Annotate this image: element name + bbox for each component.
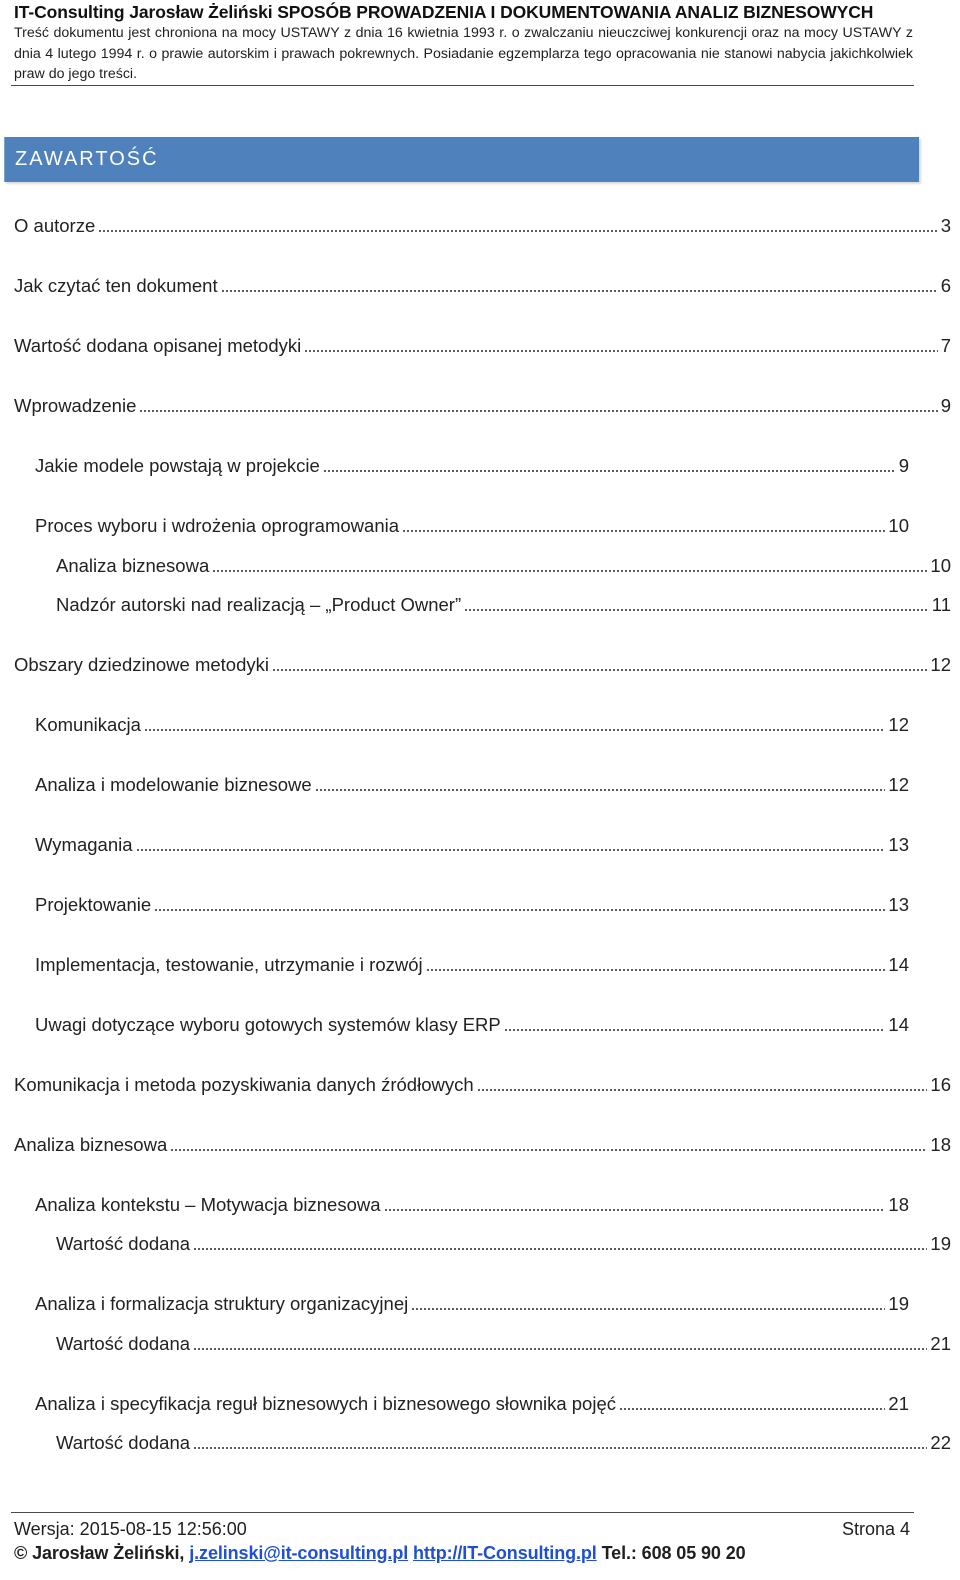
- copyright-author: © Jarosław Żeliński,: [14, 1543, 185, 1563]
- toc-entry-title: Analiza kontekstu – Motywacja biznesowa: [35, 1194, 381, 1215]
- toc-entry-page: 9: [940, 395, 951, 416]
- toc-entry[interactable]: [35, 1392, 909, 1416]
- toc-entry[interactable]: [56, 593, 951, 617]
- toc-heading: ZAWARTOŚĆ: [15, 148, 159, 170]
- toc-entry-page: 19: [930, 1233, 951, 1254]
- toc-entry-page: 10: [930, 555, 951, 576]
- toc-entry-page: 22: [930, 1432, 951, 1453]
- version-label: Wersja: 2015-08-15 12:56:00: [14, 1519, 247, 1539]
- toc-entry[interactable]: [35, 713, 909, 737]
- dot-leader: [272, 669, 927, 671]
- toc-entry-title: Analiza i formalizacja struktury organizacyjnej: [35, 1293, 409, 1314]
- toc-entry-title: Implementacja, testowanie, utrzymanie i rozwój: [35, 954, 423, 975]
- toc-entry-page: 16: [930, 1074, 951, 1095]
- toc-entry-page: 14: [888, 1014, 909, 1035]
- toc-entry-page: 12: [888, 714, 909, 735]
- dot-leader: [144, 729, 886, 731]
- toc-entry[interactable]: [35, 833, 909, 857]
- footer-contact: [14, 1542, 746, 1564]
- toc-entry-title: Komunikacja i metoda pozyskiwania danych źródłowych: [14, 1074, 474, 1095]
- toc-entry[interactable]: [35, 1292, 909, 1316]
- dot-leader: [411, 1308, 885, 1310]
- dot-leader: [464, 609, 929, 611]
- toc-entry-page: 13: [888, 834, 909, 855]
- dot-leader: [170, 1149, 927, 1151]
- toc-entry-title: Wprowadzenie: [14, 395, 137, 416]
- document-header: [14, 0, 913, 85]
- toc-entry-title: Jak czytać ten dokument: [14, 275, 218, 296]
- toc-entry-page: 21: [930, 1333, 951, 1354]
- dot-leader: [323, 470, 896, 472]
- toc-entry-page: 18: [930, 1134, 951, 1155]
- toc-entry-page: 13: [888, 894, 909, 915]
- dot-leader: [221, 290, 938, 292]
- dot-leader: [477, 1089, 928, 1091]
- toc-entry[interactable]: [35, 1013, 909, 1037]
- toc-entry[interactable]: [35, 953, 909, 977]
- toc-entry[interactable]: [35, 1193, 909, 1217]
- toc-entry-title: Uwagi dotyczące wyboru gotowych systemów klasy ERP: [35, 1014, 501, 1035]
- header-title: IT-Consulting Jarosław Żeliński SPOSÓB PROWADZENIA I DOKUMENTOWANIA ANALIZ BIZNESOWYCH: [14, 2, 874, 22]
- toc-entry[interactable]: [35, 454, 909, 478]
- dot-leader: [426, 969, 886, 971]
- toc-entry-title: Wymagania: [35, 834, 133, 855]
- toc-entry-title: Analiza i modelowanie biznesowe: [35, 774, 312, 795]
- page-number: Strona 4: [841, 1519, 910, 1539]
- toc-entry[interactable]: [35, 514, 909, 538]
- toc-entry[interactable]: [14, 394, 951, 418]
- dot-leader: [212, 570, 927, 572]
- toc-entry-title: O autorze: [14, 215, 96, 236]
- dot-leader: [619, 1408, 885, 1410]
- toc-entry-title: Analiza i specyfikacja reguł biznesowych i biznesowego słownika pojęć: [35, 1393, 616, 1414]
- dot-leader: [402, 530, 885, 532]
- toc-entry[interactable]: [35, 893, 909, 917]
- toc-entry[interactable]: [14, 334, 951, 358]
- toc-entry-title: Wartość dodana: [56, 1333, 191, 1354]
- dot-leader: [315, 789, 886, 791]
- toc-entry[interactable]: [56, 1232, 951, 1256]
- toc-entry-page: 12: [930, 654, 951, 675]
- email-link[interactable]: j.zelinski@it-consulting.pl: [189, 1543, 409, 1563]
- header-divider: [11, 85, 914, 86]
- dot-leader: [136, 849, 886, 851]
- toc-entry-title: Jakie modele powstają w projekcie: [35, 455, 320, 476]
- website-link[interactable]: http://IT-Consulting.pl: [413, 1543, 597, 1563]
- dot-leader: [154, 909, 885, 911]
- toc-entry-page: 7: [940, 335, 951, 356]
- phone-number: Tel.: 608 05 90 20: [601, 1543, 746, 1563]
- toc-entry-page: 11: [931, 594, 951, 615]
- dot-leader: [304, 350, 937, 352]
- toc-entry[interactable]: [14, 274, 951, 298]
- toc-entry[interactable]: [14, 1133, 951, 1157]
- toc-heading-banner: [4, 137, 919, 182]
- toc-entry[interactable]: [56, 1431, 951, 1455]
- toc-entry[interactable]: [14, 653, 951, 677]
- toc-entry-page: 6: [940, 275, 951, 296]
- toc-entry-title: Proces wyboru i wdrożenia oprogramowania: [35, 515, 400, 536]
- copyright-notice: Treść dokumentu jest chroniona na mocy USTAWY z dnia 16 kwietnia 1993 r. o zwalczaniu nieuczciwej konkurencji oraz na mocy USTAWY z dnia 4 lutego 1994 r. o prawie autorskim i prawach pokrewnych. Posiadanie egzemplarza tego opracowania nie stanowi nabycia jakichkolwiek praw do jego treści.: [14, 25, 913, 82]
- toc-entry-title: Projektowanie: [35, 894, 152, 915]
- toc-entry-page: 19: [888, 1293, 909, 1314]
- dot-leader: [193, 1447, 927, 1449]
- dot-leader: [504, 1029, 886, 1031]
- toc-entry-title: Nadzór autorski nad realizacją – „Product Owner”: [56, 594, 462, 615]
- toc-entry[interactable]: [14, 1073, 951, 1097]
- toc-entry-title: Komunikacja: [35, 714, 141, 735]
- toc-entry-title: Wartość dodana: [56, 1233, 191, 1254]
- toc-entry-page: 18: [888, 1194, 909, 1215]
- toc-entry-page: 12: [888, 774, 909, 795]
- toc-entry-title: Analiza biznesowa: [56, 555, 210, 576]
- footer-divider: [11, 1512, 914, 1513]
- toc-entry-page: 3: [940, 215, 951, 236]
- toc-entry-page: 10: [888, 515, 909, 536]
- toc-entry-page: 14: [888, 954, 909, 975]
- toc-entry[interactable]: [56, 554, 951, 578]
- toc-entry[interactable]: [14, 214, 951, 238]
- dot-leader: [384, 1209, 886, 1211]
- toc-entry-page: 9: [898, 455, 909, 476]
- toc-entry-page: 21: [888, 1393, 909, 1414]
- toc-entry-title: Obszary dziedzinowe metodyki: [14, 654, 269, 675]
- dot-leader: [139, 410, 937, 412]
- toc-entry-title: Wartość dodana opisanej metodyki: [14, 335, 302, 356]
- toc-entry-title: Analiza biznesowa: [14, 1134, 168, 1155]
- toc-entry[interactable]: [35, 773, 909, 797]
- dot-leader: [193, 1348, 927, 1350]
- dot-leader: [193, 1248, 927, 1250]
- dot-leader: [98, 230, 937, 232]
- toc-entry-title: Wartość dodana: [56, 1432, 191, 1453]
- toc-entry[interactable]: [56, 1332, 951, 1356]
